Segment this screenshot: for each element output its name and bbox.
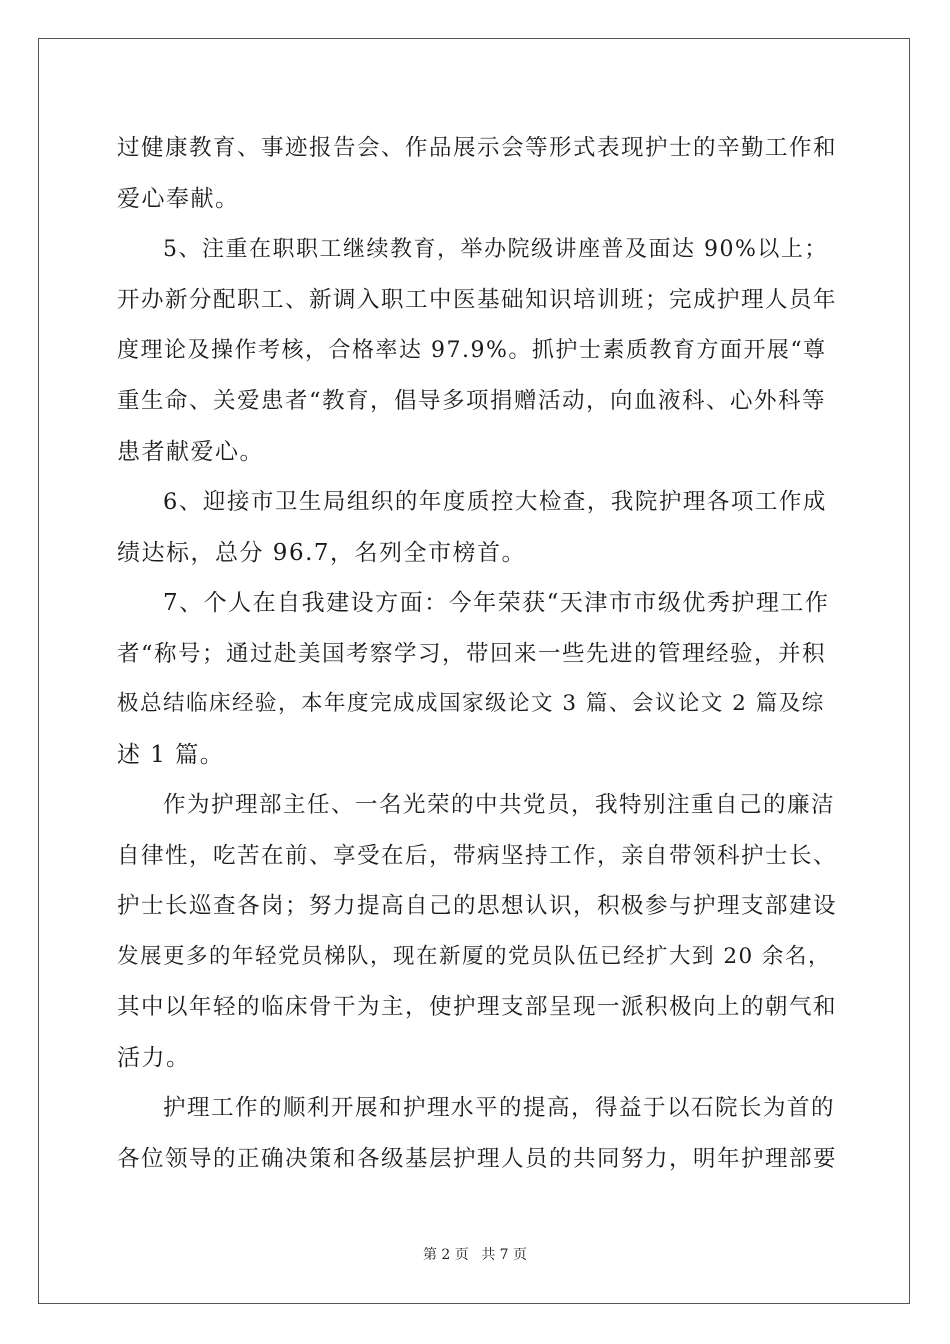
text-line: 5、注重在职职工继续教育，举办院级讲座普及面达 90%以上； (163, 237, 828, 262)
page-footer (0, 1246, 950, 1264)
text-line: 重生命、关爱患者“教育，倡导多项捐赠活动，向血液科、心外科等 (117, 388, 827, 414)
text-line: 度理论及操作考核，合格率达 97.9%。抓护士素质教育方面开展“尊 (117, 338, 827, 363)
text-line: 绩达标，总分 96.7，名列全市榜首。 (117, 540, 527, 566)
text-line: 护理工作的顺利开展和护理水平的提高，得益于以石院长为首的 (163, 1095, 836, 1121)
page-total: 共 7 页 (481, 1247, 528, 1263)
text-line: 作为护理部主任、一名光荣的中共党员，我特别注重自己的廉洁 (163, 792, 836, 818)
text-line: 开办新分配职工、新调入职工中医基础知识培训班；完成护理人员年 (117, 287, 838, 313)
text-line: 发展更多的年轻党员梯队，现在新厦的党员队伍已经扩大到 20 余名， (117, 944, 832, 969)
text-line: 护士长巡查各岗；努力提高自己的思想认识，积极参与护理支部建设 (117, 893, 838, 919)
text-line: 述 1 篇。 (117, 742, 225, 768)
text-line: 患者献爱心。 (117, 439, 264, 465)
text-line: 爱心奉献。 (117, 186, 240, 212)
text-line: 自律性，吃苦在前、享受在后，带病坚持工作，亲自带领科护士长、 (117, 843, 838, 869)
text-line: 其中以年轻的临床骨干为主，使护理支部呈现一派积极向上的朝气和 (117, 994, 838, 1020)
text-line: 活力。 (117, 1045, 191, 1071)
text-line: 各位领导的正确决策和各级基层护理人员的共同努力，明年护理部要 (117, 1146, 838, 1172)
text-line: 7、个人在自我建设方面：今年荣获“天津市市级优秀护理工作 (163, 590, 830, 616)
page-number: 第 2 页 (422, 1247, 469, 1263)
text-line: 极总结临床经验，本年度完成成国家级论文 3 篇、会议论文 2 篇及综 (117, 691, 825, 716)
text-line: 者“称号；通过赴美国考察学习，带回来一些先进的管理经验，并积 (117, 641, 827, 667)
text-line: 过健康教育、事迹报告会、作品展示会等形式表现护士的辛勤工作和 (117, 135, 838, 161)
text-line: 6、迎接市卫生局组织的年度质控大检查，我院护理各项工作成 (163, 489, 827, 515)
